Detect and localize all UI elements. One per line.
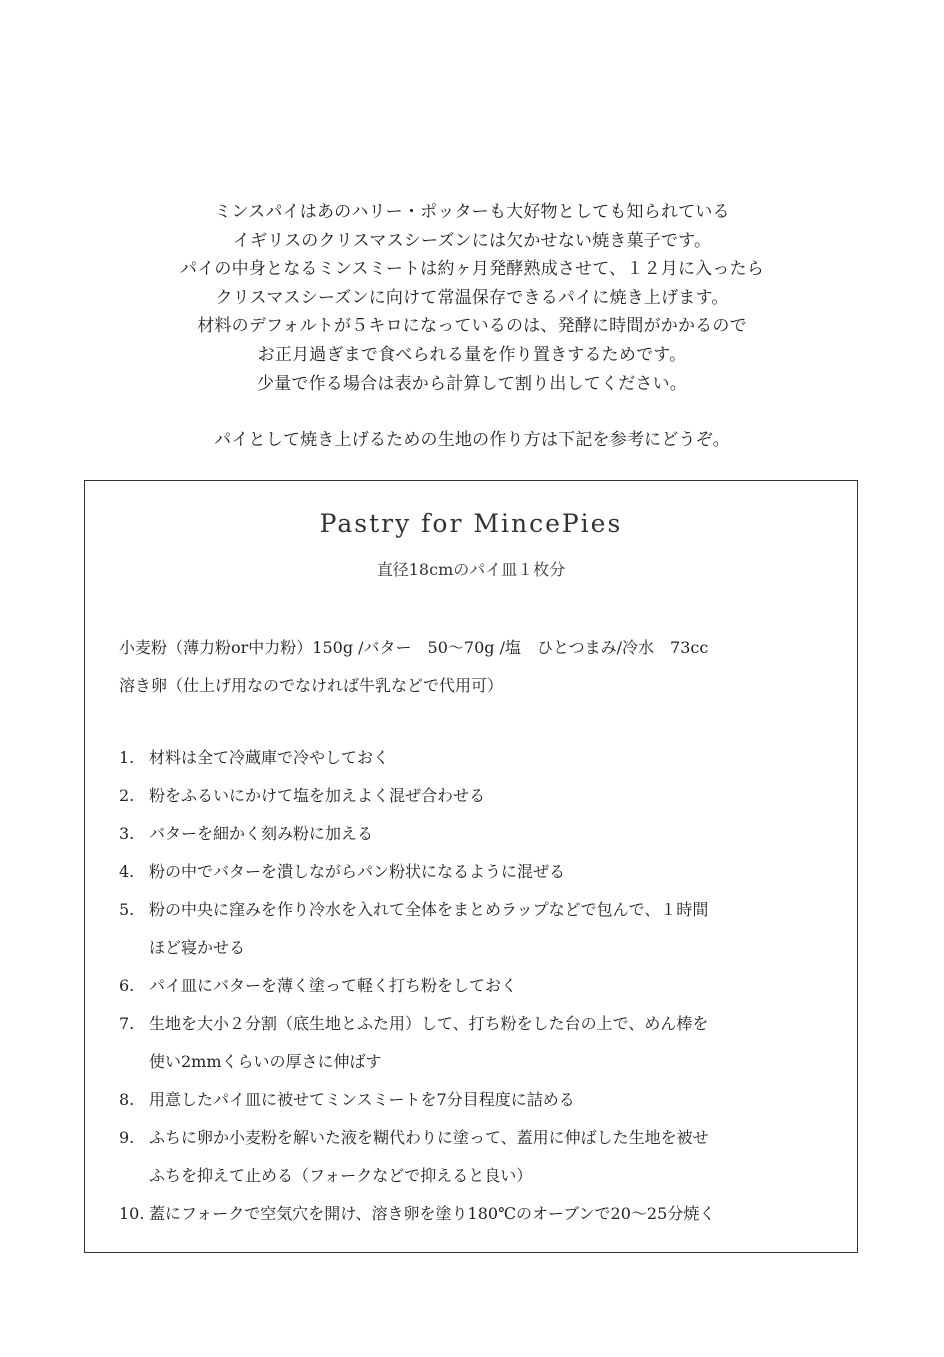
recipe-subtitle: 直径18cmのパイ皿１枚分 [376,560,566,579]
step-text: 用意したパイ皿に被せてミンスミートを7分目程度に詰める [149,1090,575,1109]
step-text-continued: ほど寝かせる [149,938,246,957]
step-number: 7. [119,1014,135,1033]
step-text: 生地を大小２分割（底生地とふた用）して、打ち粉をした台の上で、めん棒を [149,1014,709,1033]
step-number: 4. [119,862,135,881]
step-text: 粉の中でバターを潰しながらパン粉状になるように混ぜる [149,862,566,881]
intro-note: パイとして焼き上げるための生地の作り方は下記を参考にどうぞ。 [214,430,730,451]
recipe-title: Pastry for MincePies [319,509,623,538]
step-number: 3. [119,824,135,843]
step-number: 1. [119,748,135,767]
step-number: 10. [119,1204,145,1223]
step-item [119,1119,829,1195]
step-item [119,853,829,891]
step-number: 5. [119,900,135,919]
intro-line: イギリスのクリスマスシーズンには欠かせない焼き菓子です。 [232,230,712,251]
intro-line: クリスマスシーズンに向けて常温保存できるパイに焼き上げます。 [215,287,729,308]
intro-line: ミンスパイはあのハリー・ポッターも大好物としても知られている [214,202,730,222]
step-item [119,1195,829,1233]
step-text-continued: ふちを抑えて止める（フォークなどで抑えると良い） [149,1166,533,1185]
step-text: パイ皿にバターを薄く塗って軽く打ち粉をしておく [149,976,518,995]
step-item [119,1005,829,1081]
step-item [119,1081,829,1119]
step-item [119,967,829,1005]
step-text: 粉の中央に窪みを作り冷水を入れて全体をまとめラップなどで包んで、１時間 [149,900,709,919]
intro-line: 材料のデフォルトが５キロになっているのは、発酵に時間がかかるので [197,316,747,337]
step-text: ふちに卵か小麦粉を解いた液を糊代わりに塗って、蓋用に伸ばした生地を被せ [149,1128,709,1147]
ingredients-list [119,629,839,705]
ingredient-line: 小麦粉（薄力粉or中力粉）150g /バター 50〜70g /塩 ひとつまみ/冷水 73cc [119,638,709,657]
step-number: 2. [119,786,135,805]
step-text: 材料は全て冷蔵庫で冷やしておく [149,748,390,767]
recipe-box [84,480,858,1253]
intro-text [0,198,944,455]
intro-line: お正月過ぎまで食べられる量を作り置きするためです。 [257,344,687,365]
step-text: 粉をふるいにかけて塩を加えよく混ぜ合わせる [149,786,486,805]
step-text: 蓋にフォークで空気穴を開け、溶き卵を塗り180℃のオーブンで20〜25分焼く [149,1204,716,1223]
step-number: 8. [119,1090,135,1109]
step-text-continued: 使い2mmくらいの厚さに伸ばす [149,1052,382,1071]
step-item [119,777,829,815]
steps-list [119,739,829,1233]
step-number: 9. [119,1128,135,1147]
step-item [119,739,829,777]
intro-line: パイの中身となるミンスミートは約ヶ月発酵熟成させて、１２月に入ったら [180,259,764,280]
step-item [119,891,829,967]
intro-line: 少量で作る場合は表から計算して割り出してください。 [257,373,687,394]
step-text: バターを細かく刻み粉に加える [149,824,374,843]
step-item [119,815,829,853]
step-number: 6. [119,976,135,995]
ingredient-line: 溶き卵（仕上げ用なのでなければ牛乳などで代用可） [119,676,504,695]
